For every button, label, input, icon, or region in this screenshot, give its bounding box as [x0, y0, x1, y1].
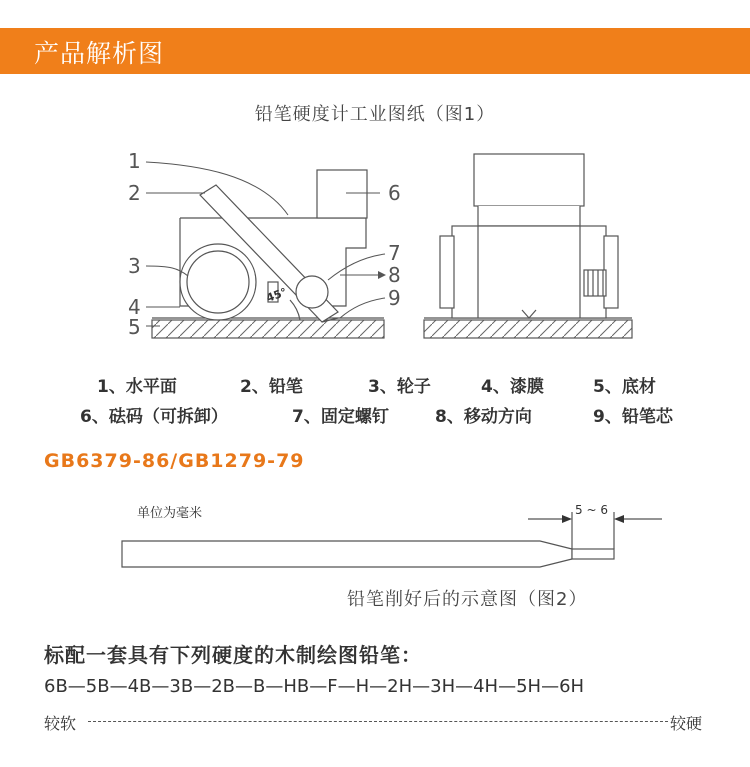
legend-item-2: 2、铅笔: [240, 377, 303, 397]
front-weight: [474, 154, 584, 206]
legend-item-3: 3、轮子: [368, 377, 431, 397]
pencil-lead-tip: [572, 549, 614, 559]
callout-3: 3: [128, 254, 141, 278]
dimension-arrow-left: [562, 515, 572, 523]
hardness-scale-line: [88, 721, 668, 722]
legend-item-6: 6、砝码（可拆卸）: [80, 407, 228, 427]
legend-item-7: 7、固定螺钉: [292, 407, 389, 427]
softer-label: 较软: [44, 714, 77, 733]
figure2-caption: 铅笔削好后的示意图（图2）: [347, 589, 588, 610]
unit-note: 单位为毫米: [137, 506, 203, 521]
standard-code: GB6379-86/GB1279-79: [44, 450, 305, 472]
wheel-outer: [180, 244, 256, 320]
pencil-set-title: 标配一套具有下列硬度的木制绘图铅笔：: [44, 643, 422, 667]
pencil-shaft: [122, 541, 572, 567]
callout-9: 9: [388, 286, 401, 310]
callout-8: 8: [388, 263, 401, 287]
angle-arc: [290, 300, 300, 320]
banner-title: 产品解析图: [34, 39, 165, 68]
hardness-grades: 6B—5B—4B—3B—2B—B—HB—F—H—2H—3H—4H—5H—6H: [44, 676, 585, 697]
dimension-label: 5 ~ 6: [575, 503, 608, 517]
legend-item-1: 1、水平面: [97, 377, 177, 397]
front-neck: [478, 206, 580, 226]
legend-item-9: 9、铅笔芯: [593, 407, 673, 427]
sharpened-pencil: [122, 512, 662, 567]
callout-7: 7: [388, 241, 401, 265]
dimension-arrow-right: [614, 515, 624, 523]
legend-item-4: 4、漆膜: [481, 377, 544, 397]
figure1-caption: 铅笔硬度计工业图纸（图1）: [254, 104, 496, 125]
substrate-plate: [152, 320, 384, 338]
callout-5: 5: [128, 315, 141, 339]
front-substrate: [424, 320, 632, 338]
direction-arrow: [378, 271, 386, 279]
callout-4: 4: [128, 295, 141, 319]
harder-label: 较硬: [670, 714, 703, 733]
callout-2: 2: [128, 181, 141, 205]
angle-label: 45°: [264, 285, 289, 305]
callout-1: 1: [128, 149, 141, 173]
weight-block: [317, 170, 367, 218]
legend-item-5: 5、底材: [593, 377, 656, 397]
callout-6: 6: [388, 181, 401, 205]
legend-item-8: 8、移动方向: [435, 407, 532, 427]
front-view: [424, 154, 632, 338]
fixing-screw: [296, 276, 328, 308]
left-wheel: [440, 236, 454, 308]
front-body: [452, 226, 606, 318]
